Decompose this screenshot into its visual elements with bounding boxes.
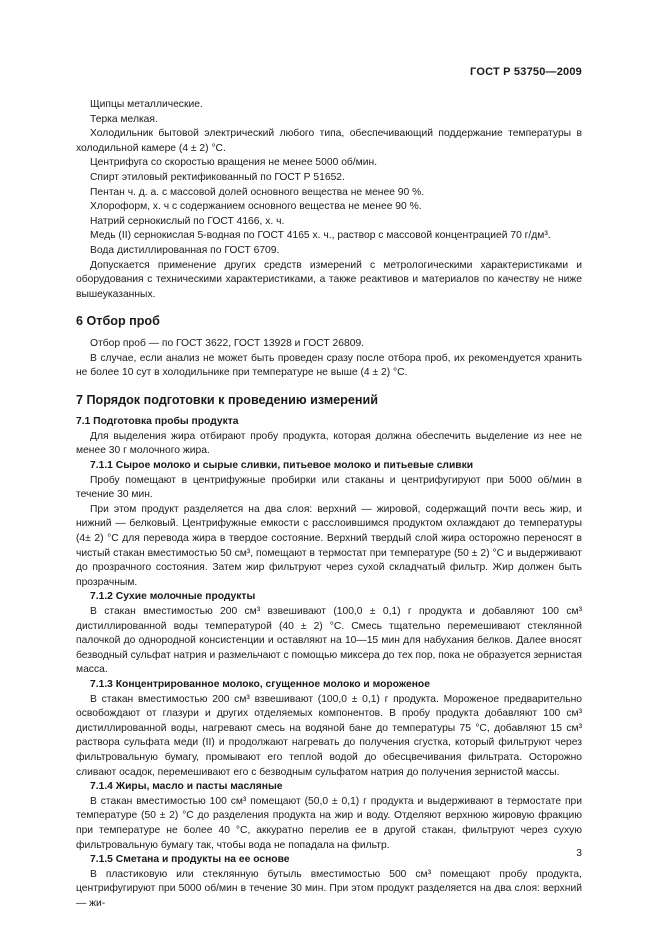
document-body (76, 98, 582, 911)
list-line: Натрий сернокислый по ГОСТ 4166, х. ч. (90, 215, 285, 227)
paragraph: В стакан вместимостью 200 см³ взвешивают (100,0 ± 0,1) г продукта. Мороженое предварительно освобождают от глазури и других отделяемых компонентов. В пробу продукта добавляют 100 см³ дистиллированной воды, нагревают смесь на водяной бане до температуры 75 °С, добавляют 15 см³ раствора сульфата меди (II) и продолжают нагревать до получения сгустка, который фильтруют через фильтровальную бумагу, промывают его теплой водой до обесцвечивания фильтрата. Осторожно сливают осадок, перемешивают его с безводным сульфатом натрия до получения зернистой массы. (76, 693, 582, 778)
paragraph: В случае, если анализ не может быть проведен сразу после отбора проб, их рекомендуется хранить не более 10 сут в холодильнике при температуре не выше (4 ± 2) °С. (76, 352, 582, 379)
list-line: Центрифуга со скоростью вращения не менее 5000 об/мин. (90, 157, 378, 169)
paragraph: Для выделения жира отбирают пробу продукта, которая должна обеспечить выделение из нее не менее 30 г молочного жира. (76, 430, 582, 457)
list-line: Медь (II) сернокислая 5-водная по ГОСТ 4165 х. ч., раствор с массовой концентрацией 70 г/дм³. (90, 230, 551, 242)
list-line: Хлороформ, х. ч с содержанием основного вещества не менее 90 %. (90, 201, 422, 213)
subsection-7-1-3-heading: 7.1.3 Концентрированное молоко, сгущенное молоко и мороженое (90, 678, 430, 690)
paragraph: Отбор проб — по ГОСТ 3622, ГОСТ 13928 и ГОСТ 26809. (90, 337, 365, 349)
paragraph: В стакан вместимостью 200 см³ взвешивают (100,0 ± 0,1) г продукта и добавляют 100 см³ дистиллированной воды температурой (40 ± 2) °С. Смесь тщательно перемешивают стеклянной палочкой до однородной консистенции и оставляют на 10—15 мин для набухания белков. Далее вносят безводный сульфат натрия и размельчают с помощью миксера до тех пор, пока не образуется зернистая масса. (76, 606, 582, 676)
paragraph: В стакан вместимостью 100 см³ помещают (50,0 ± 0,1) г продукта и выдерживают в термостате при температуре (50 ± 2) °С до разделения продукта на жир и воду. Отделяют верхнюю жировую фракцию при температуре не более 40 °С, аккуратно перелив ее в другой стакан, фильтруют через сухую фильтровальную бумагу так, чтобы вода не попадала на фильтр. (76, 795, 582, 851)
list-line: Пентан ч. д. а. с массовой долей основного вещества не менее 90 %. (90, 186, 425, 198)
paragraph: Пробу помещают в центрифужные пробирки или стаканы и центрифугируют при 5000 об/мин в течение 30 мин. (76, 474, 582, 501)
section-6-heading: 6 Отбор проб (76, 314, 160, 329)
subsection-7-1-heading: 7.1 Подготовка пробы продукта (76, 416, 239, 428)
subsection-7-1-5-heading: 7.1.5 Сметана и продукты на ее основе (90, 854, 290, 866)
section-7-heading: 7 Порядок подготовки к проведению измерений (76, 392, 378, 407)
paragraph: При этом продукт разделяется на два слоя: верхний — жировой, содержащий почти весь жир, и нижний — белковый. Центрифужные емкости с расслоившимся продуктом охлаждают до температуры (4± 2) °С для перевода жира в твердое состояние. Верхний твердый слой жира осторожно переносят в чистый стакан вместимостью 50 см³, помещают в термостат при температуре (50 ± 2) °С и выдерживают до прозрачного состояния. Затем жир фильтруют через сухой складчатый фильтр. Жир должен быть прозрачным. (76, 503, 582, 588)
list-line: Спирт этиловый ректификованный по ГОСТ Р 51652. (90, 171, 345, 183)
paragraph: Допускается применение других средств измерений с метрологическими характеристиками и оборудования с техническими характеристиками, а также реактивов и материалов по качеству не ниже вышеуказанных. (76, 259, 582, 300)
subsection-7-1-4-heading: 7.1.4 Жиры, масло и пасты масляные (90, 781, 283, 793)
document-code-header: ГОСТ Р 53750—2009 (470, 66, 582, 78)
subsection-7-1-2-heading: 7.1.2 Сухие молочные продукты (90, 591, 256, 603)
list-line: Щипцы металлические. (90, 99, 203, 110)
subsection-7-1-1-heading: 7.1.1 Сырое молоко и сырые сливки, питьевое молоко и питьевые сливки (90, 460, 474, 472)
list-line: Вода дистиллированная по ГОСТ 6709. (90, 244, 280, 256)
list-line: Терка мелкая. (90, 113, 158, 125)
paragraph: В пластиковую или стеклянную бутыль вместимостью 500 см³ помещают пробу продукта, центрифугируют при 5000 об/мин в течение 30 мин. При этом продукт разделяется на два слоя: верхний — жи- (76, 868, 582, 909)
page-number: 3 (576, 848, 582, 859)
list-line: Холодильник бытовой электрический любого типа, обеспечивающий поддержание температуры в холодильной камере (4 ± 2) °С. (76, 128, 582, 154)
